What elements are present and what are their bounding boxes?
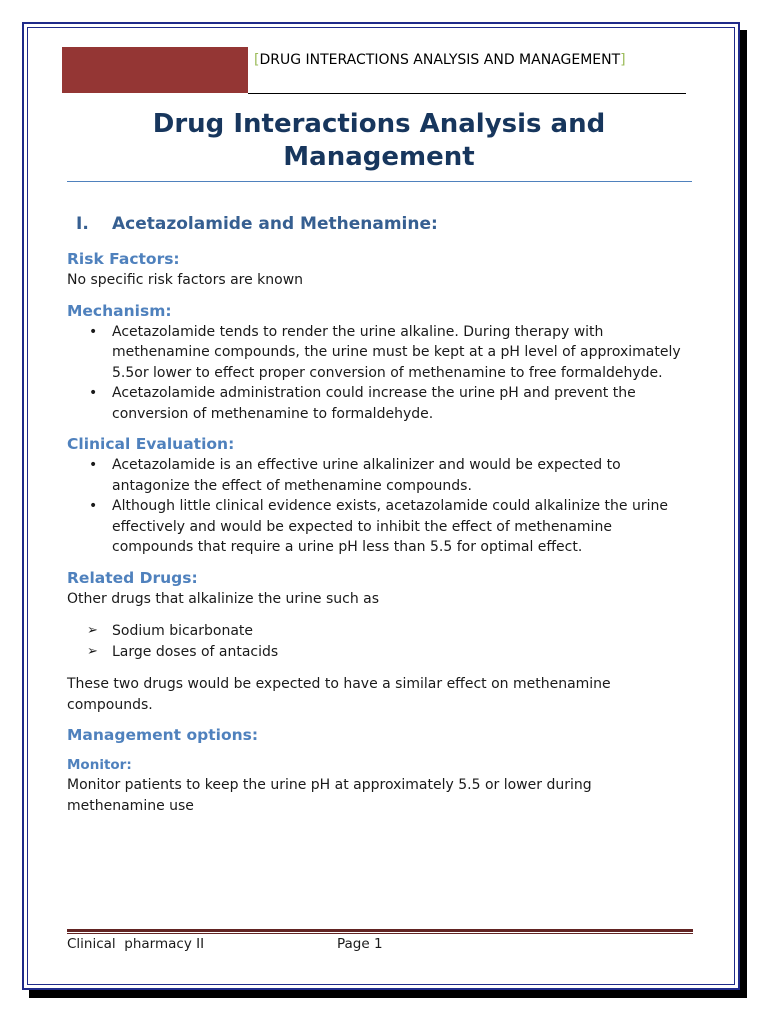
- list-item: ➢ Large doses of antacids: [67, 642, 692, 663]
- title-rule: [67, 181, 692, 182]
- related-drugs-intro: Other drugs that alkalinize the urine such as: [67, 590, 380, 607]
- header-bracket-close: ]: [620, 52, 626, 68]
- mechanism-heading: Mechanism:: [67, 301, 172, 320]
- list-item: ➢ Sodium bicarbonate: [67, 621, 692, 642]
- management-heading: Management options:: [67, 726, 259, 744]
- footer-course: Clinical pharmacy II: [67, 936, 205, 952]
- document-title: Drug Interactions Analysis and Management: [152, 109, 606, 172]
- document-body: [67, 248, 692, 816]
- footer-rule-thin: [67, 933, 693, 934]
- header-title: DRUG INTERACTIONS ANALYSIS AND MANAGEMENT: [259, 52, 621, 68]
- header-color-bar: [62, 47, 248, 93]
- section-title: Acetazolamide and Methenamine:: [112, 214, 438, 234]
- monitor-text: Monitor patients to keep the urine pH at approximately 5.5 or lower during methenamine use: [67, 777, 592, 814]
- risk-factors-text: No specific risk factors are known: [67, 272, 304, 288]
- monitor-subheading: Monitor:: [67, 757, 132, 773]
- risk-factors-heading: Risk Factors:: [67, 250, 180, 268]
- footer-rule: [67, 929, 693, 932]
- header-rule: [248, 93, 686, 94]
- footer-page-number: Page 1: [337, 936, 383, 952]
- related-drugs-heading: Related Drugs:: [67, 568, 198, 587]
- related-drugs-list: [67, 621, 692, 662]
- list-item: • Although little clinical evidence exists, acetazolamide could alkalinize the urine effectively and would be expected to inhibit the effect of methenamine compounds that require a urine pH less than 5.5 for optimal effect.: [67, 496, 692, 558]
- list-item: • Acetazolamide administration could increase the urine pH and prevent the conversion of methenamine to formaldehyde.: [67, 383, 692, 424]
- list-item: • Acetazolamide tends to render the urine alkaline. During therapy with methenamine compounds, the urine must be kept at a pH level of approximately 5.5or lower to effect proper conversion of methenamine to free formaldehyde.: [67, 322, 692, 384]
- section-heading: [76, 214, 438, 234]
- related-drugs-outro: These two drugs would be expected to have a similar effect on methenamine compounds.: [67, 676, 611, 713]
- section-number: I.: [76, 214, 89, 234]
- header-bracket-open: [: [254, 52, 260, 68]
- mechanism-list: [67, 322, 692, 425]
- clinical-evaluation-list: [67, 455, 692, 558]
- running-header: [254, 51, 684, 69]
- list-item: • Acetazolamide is an effective urine alkalinizer and would be expected to antagonize the effect of methenamine compounds.: [67, 455, 692, 496]
- document-page: [22, 22, 740, 990]
- clinical-evaluation-heading: Clinical Evaluation:: [67, 435, 235, 453]
